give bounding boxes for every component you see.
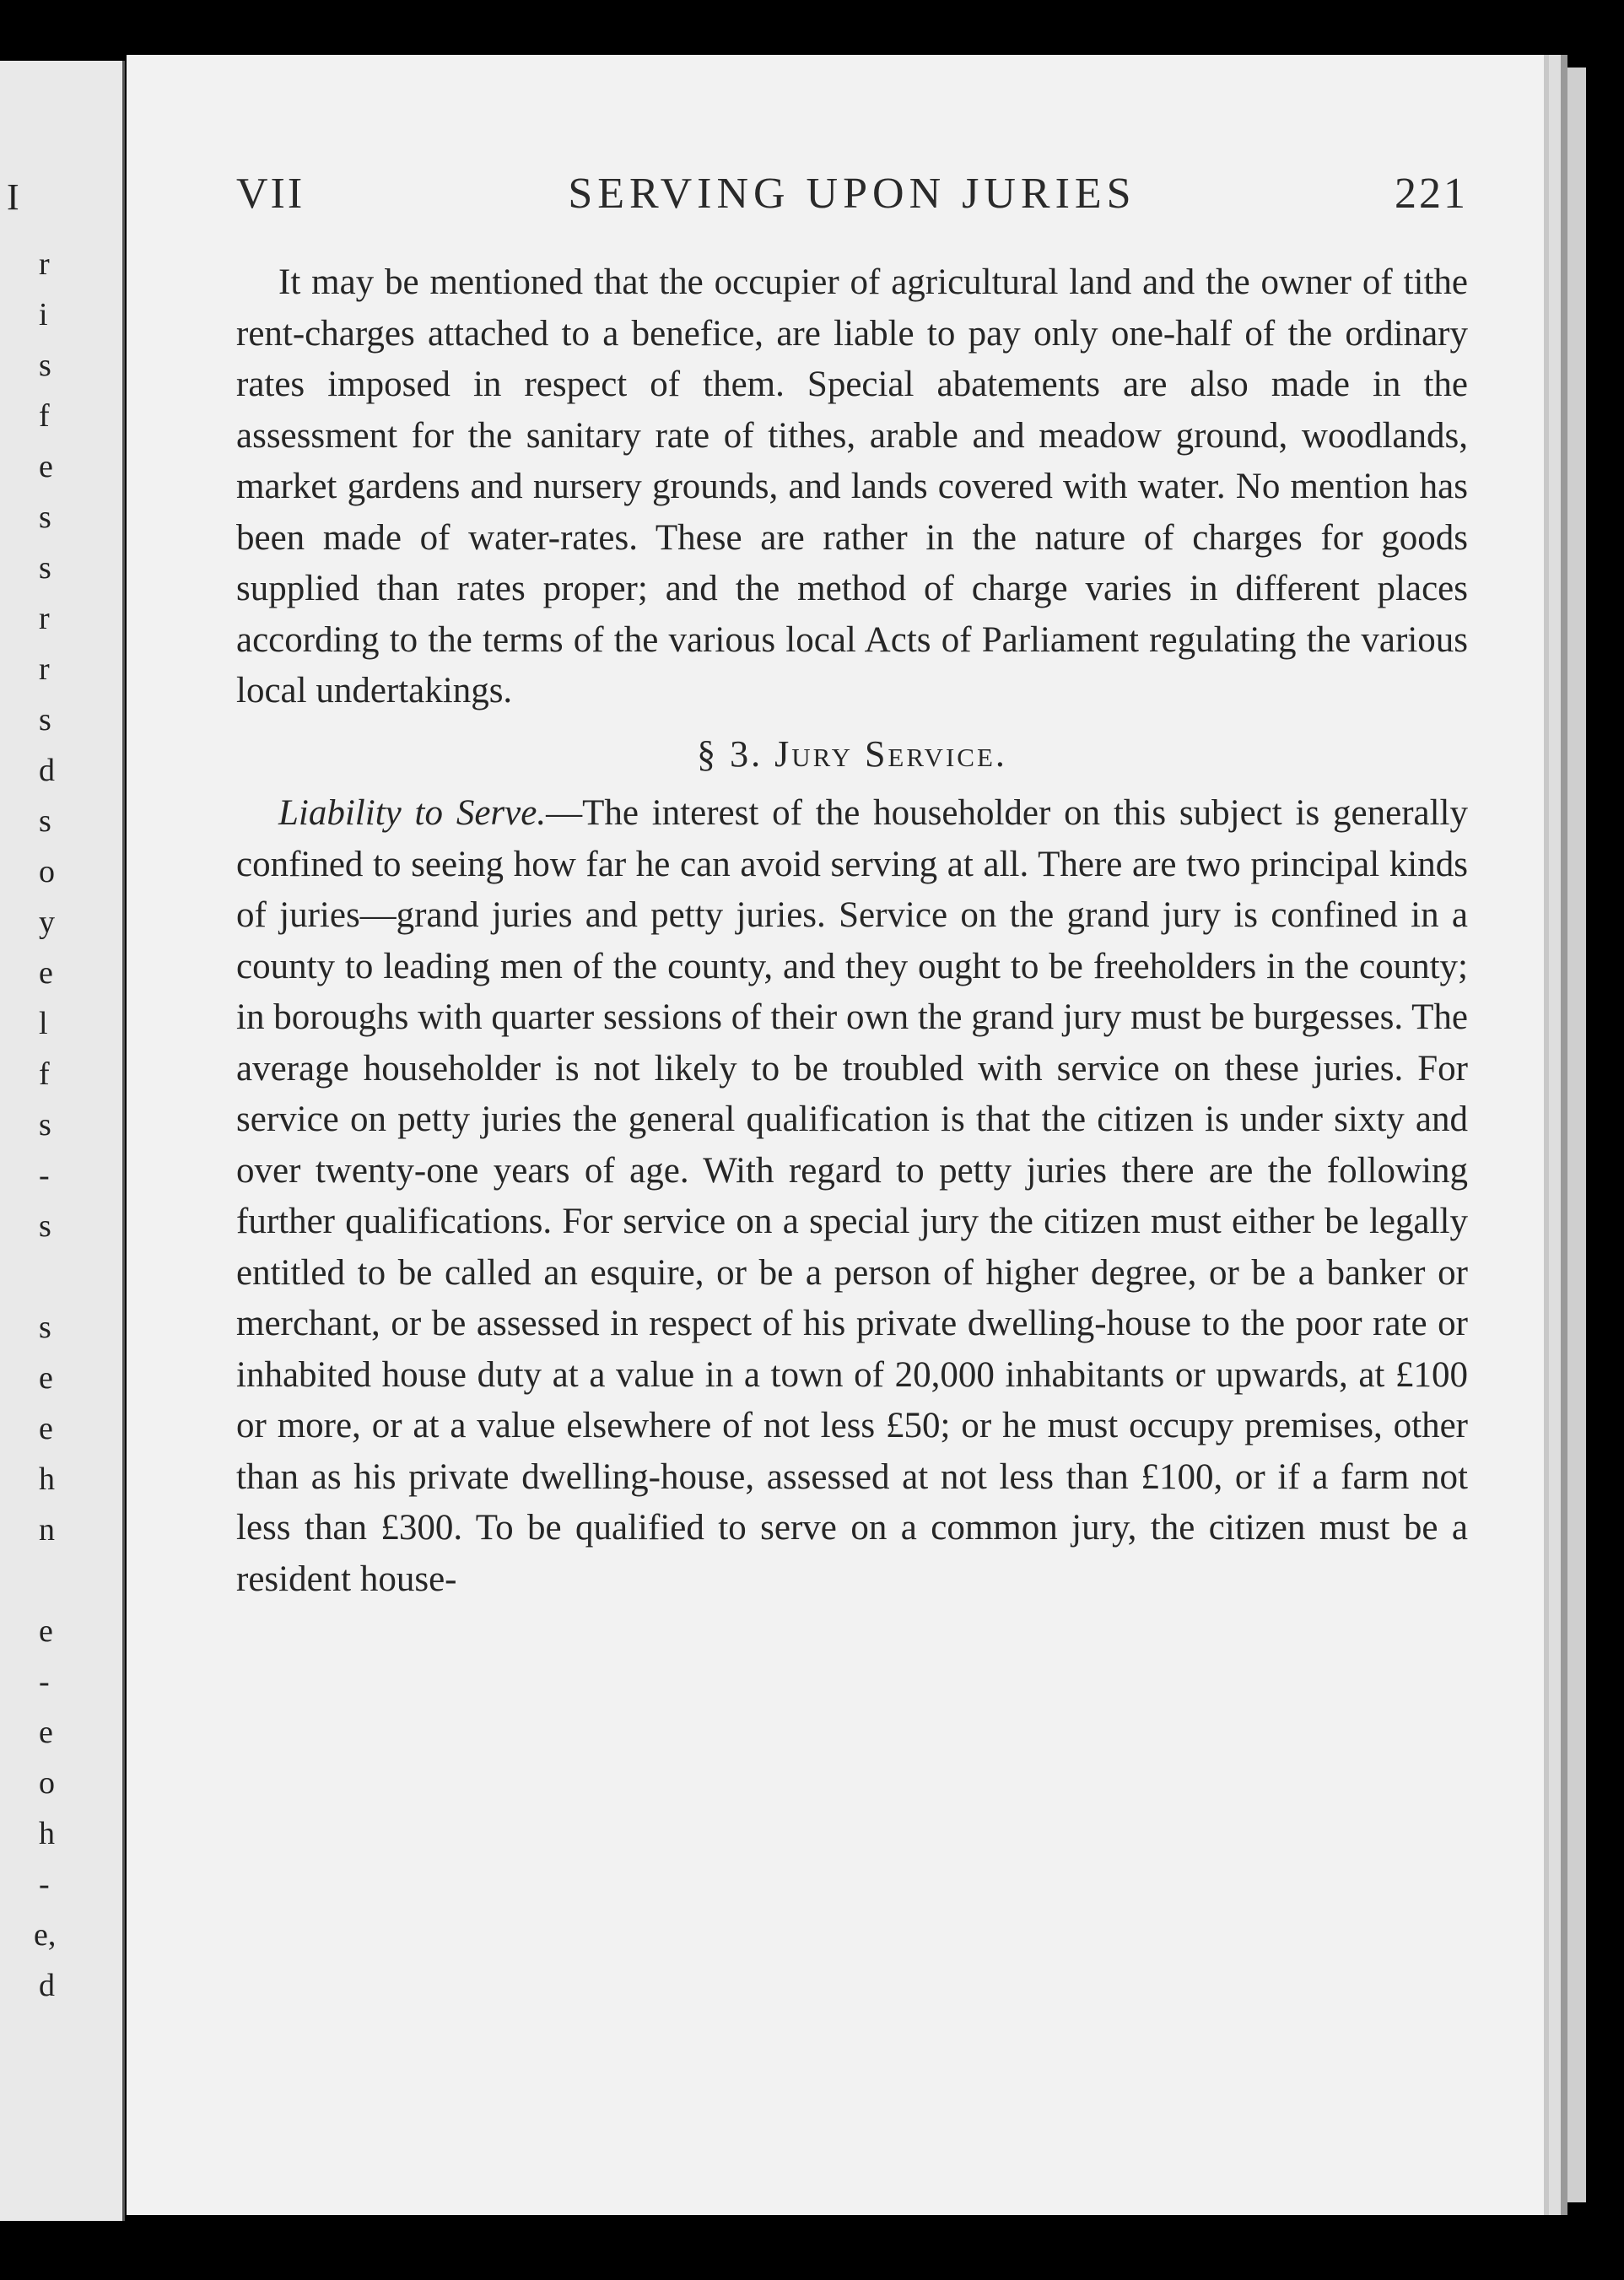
page-edge bbox=[1561, 68, 1586, 2202]
margin-fragment: e bbox=[39, 1411, 53, 1446]
margin-fragment: i bbox=[39, 297, 48, 332]
margin-fragment: e bbox=[39, 1715, 53, 1750]
run-in-heading: Liability to Serve. bbox=[278, 793, 547, 833]
facing-page-edge bbox=[0, 61, 125, 2221]
margin-fragment: h bbox=[39, 1816, 55, 1851]
margin-fragment: e bbox=[39, 955, 53, 991]
margin-fragment: f bbox=[39, 1056, 50, 1092]
margin-fragment: r bbox=[39, 651, 50, 687]
margin-fragment: s bbox=[39, 1310, 51, 1345]
margin-fragment: r bbox=[39, 601, 50, 636]
margin-fragment: e bbox=[39, 1360, 53, 1396]
book-page bbox=[127, 55, 1549, 2215]
margin-fragment: s bbox=[39, 1208, 51, 1244]
margin-fragment: d bbox=[39, 753, 55, 788]
paragraph bbox=[236, 788, 1468, 1605]
running-head bbox=[236, 169, 1468, 228]
margin-fragment: s bbox=[39, 1107, 51, 1143]
margin-fragment: s bbox=[39, 348, 51, 383]
chapter-number: VII bbox=[236, 170, 305, 218]
margin-fragment: I bbox=[7, 176, 19, 218]
margin-fragment: n bbox=[39, 1512, 55, 1548]
section-heading: § 3. Jury Service. bbox=[697, 732, 1007, 775]
margin-fragment: - bbox=[39, 1158, 50, 1193]
margin-fragment: s bbox=[39, 500, 51, 535]
margin-fragment: r bbox=[39, 246, 50, 282]
running-title: SERVING UPON JURIES bbox=[568, 170, 1136, 218]
margin-fragment: e, bbox=[34, 1917, 57, 1953]
margin-fragment: d bbox=[39, 1968, 55, 2003]
margin-fragment: f bbox=[39, 398, 50, 434]
margin-fragment: y bbox=[39, 905, 55, 940]
margin-fragment: l bbox=[39, 1006, 48, 1041]
margin-fragment: e bbox=[39, 449, 53, 484]
margin-fragment: s bbox=[39, 702, 51, 737]
margin-fragment: s bbox=[39, 803, 51, 839]
margin-fragment: h bbox=[39, 1461, 55, 1497]
body-text bbox=[236, 257, 1468, 1605]
margin-fragment: o bbox=[39, 854, 55, 889]
margin-fragment: e bbox=[39, 1613, 53, 1649]
margin-fragment: s bbox=[39, 550, 51, 586]
margin-fragment: - bbox=[39, 1867, 50, 1902]
margin-fragment: - bbox=[39, 1664, 50, 1699]
margin-fragment: o bbox=[39, 1765, 55, 1801]
paragraph-text: —The interest of the householder on this subject is generally confined to seeing how far he can avoid serving at all. There are two principal kinds of juries—grand juries and petty juries. Service on the grand jury is confined in a county to leading men of the county, and they ought to be freeholders in the county; in boroughs with quarter sessions of their own the grand jury must be burgesses. The average householder is not likely to be troubled with service on these juries. For service on petty juries the general qualification is that the citizen is under sixty and over twenty-one years of age. With regard to petty juries there are the following further qualifications. For service on a special jury the citizen must either be legally entitled to be called an esquire, or be a person of higher degree, or be a banker or merchant, or be assessed in respect of his private dwelling-house to the poor rate or inhabited house duty at a value in a town of 20,000 inhabitants or upwards, at £100 or more, or at a value elsewhere of not less £50; or he must occupy premises, other than as his private dwelling-house, assessed at not less than £100, or if a farm not less than £300. To be qualified to serve on a common jury, the citizen must be a resident house- bbox=[236, 793, 1469, 1599]
page-number: 221 bbox=[1395, 170, 1468, 218]
paragraph: It may be mentioned that the occupier of agricultural land and the owner of tithe rent-charges attached to a benefice, are liable to pay only one-half of the ordinary rates imposed in respect of them. Special abatements are also made in the assessment for the sanitary rate of tithes, arable and meadow ground, woodlands, market gardens and nursery grounds, and lands covered with water. No mention has been made of water-rates. These are rather in the nature of charges for goods supplied than rates proper; and the method of charge varies in different places according to the terms of the various local Acts of Parliament regulating the various local undertakings. bbox=[236, 262, 1468, 710]
